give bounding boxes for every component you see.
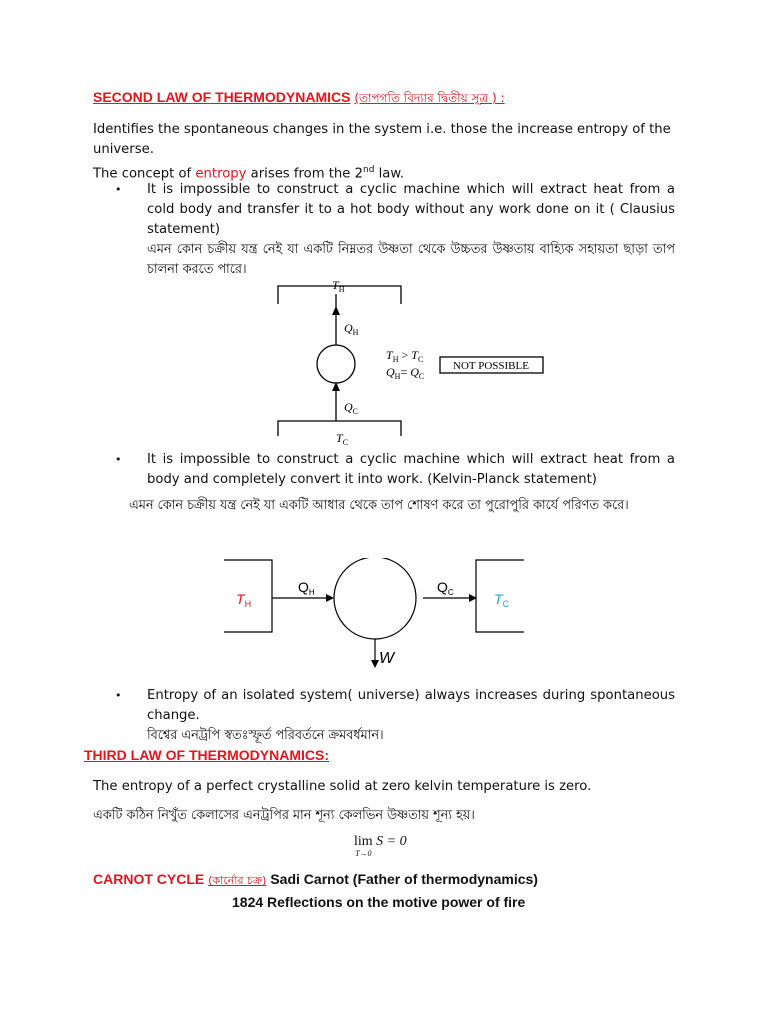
arrow-up-icon <box>332 306 340 315</box>
bullet-2-text: It is impossible to construct a cyclic machine which will extract heat from a body and completely convert it into work. (Kelvin-Planck statement) <box>147 452 675 487</box>
carnot-heading <box>93 871 538 891</box>
cyclic-machine-circle <box>317 345 355 383</box>
carnot-title: CARNOT CYCLE <box>93 871 205 887</box>
concept-entropy-word: entropy <box>195 166 247 182</box>
concept-prefix: The concept of <box>93 166 192 182</box>
kp-work-label: W <box>379 650 395 667</box>
kp-qc-label: $Q_C$ <box>437 579 454 597</box>
bullet-2-bengali: এমন কোন চক্রীয় যন্ত্র নেই যা একটি আধার থেকে তাপ শোষণ করে তা পুরোপুরি কার্যে পরিণত করে। <box>129 498 629 513</box>
heat-engine-circle <box>334 558 416 639</box>
bullet-1-bengali: এমন কোন চক্রীয় যন্ত্র নেই যা একটি নিম্নতর উষ্ণতা থেকে উচ্চতর উষ্ণতায় বাহ্যিক সহায়তা ছাড়া তাপ চালনা করতে পারে। <box>147 242 675 277</box>
clausius-th-label: $T_H$ <box>332 278 345 294</box>
carnot-book: 1824 Reflections on the motive power of fire <box>232 894 526 910</box>
formula-lim: lim <box>354 834 373 849</box>
clausius-qh-label: $Q_H$ <box>344 321 359 337</box>
arrow-right-icon <box>326 594 334 602</box>
clausius-tc-label: $T_C$ <box>336 431 349 447</box>
second-law-heading <box>93 89 505 110</box>
carnot-person: Sadi Carnot (Father of thermodynamics) <box>270 871 538 887</box>
second-law-intro: Identifies the spontaneous changes in the system i.e. those the increase entropy of the universe. <box>93 122 671 157</box>
clausius-diagram <box>270 276 560 450</box>
third-law-statement: The entropy of a perfect crystalline solid at zero kelvin temperature is zero. <box>93 779 592 794</box>
third-law-heading: THIRD LAW OF THERMODYNAMICS: <box>84 747 329 763</box>
kelvin-planck-diagram <box>218 558 558 670</box>
arrow-down-icon <box>371 660 379 668</box>
third-law-formula <box>354 834 407 858</box>
second-law-title-bn: (তাপগতি বিদ্যার দ্বিতীয় সূত্র ) : <box>354 91 505 105</box>
hot-reservoir-box <box>224 560 272 632</box>
third-law-bengali: একটি কঠিন নিখুঁত কেলাসের এনট্রপির মান শূন্য কেলভিন উষ্ণতায় শূন্য হয়। <box>93 808 475 823</box>
concept-sup: nd <box>362 165 375 175</box>
bullet-3-bengali: বিশ্বের এনট্রপি স্বতঃস্ফূর্ত পরিবর্তনে ক্রমবর্ধমান। <box>147 728 384 743</box>
formula-body: S = 0 <box>376 834 407 849</box>
bullet-2-marker: • <box>115 453 122 466</box>
carnot-title-bn: (কার্নোর চক্র) <box>208 874 267 887</box>
condition-heat: $Q_H= Q_C$ <box>386 365 425 381</box>
concept-suffix: arises from the 2 <box>250 166 363 182</box>
kp-th-label: $T_H$ <box>236 591 252 609</box>
kp-tc-label: $T_C$ <box>494 591 510 609</box>
concept-suffix-post: law. <box>378 166 405 182</box>
not-possible-label: NOT POSSIBLE <box>453 360 529 372</box>
kp-qh-label: $Q_H$ <box>298 579 315 597</box>
bullet-3-marker: • <box>115 689 122 702</box>
bullet-1-text: It is impossible to construct a cyclic machine which will extract heat from a cold body and transfer it to a hot body without any work done on it ( Clausius statement) <box>147 182 675 237</box>
clausius-qc-label: $Q_C$ <box>344 400 359 416</box>
condition-temperature: $T_H > T_C$ <box>386 348 424 364</box>
bullet-1-marker: • <box>115 183 122 196</box>
second-law-title: SECOND LAW OF THERMODYNAMICS <box>93 89 351 105</box>
bullet-3-text: Entropy of an isolated system( universe) always increases during spontaneous change. <box>147 688 675 723</box>
formula-subscript: T→0 <box>355 849 372 858</box>
